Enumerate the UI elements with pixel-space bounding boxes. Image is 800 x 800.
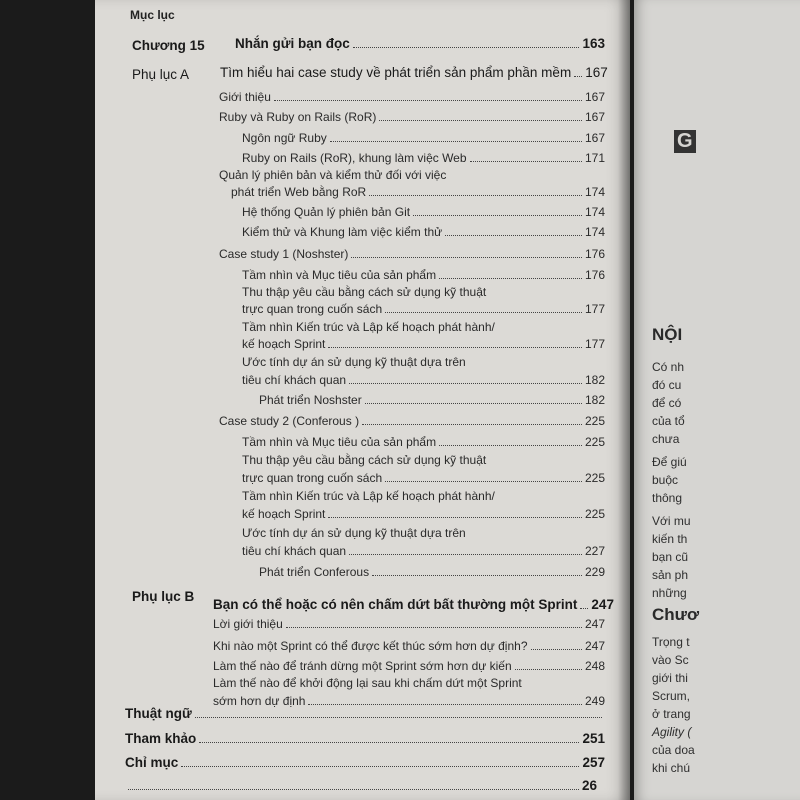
facing-line: sản ph xyxy=(652,568,689,582)
toc-entry-line1: Thu thập yêu cầu bằng cách sử dụng kỹ thuật xyxy=(242,453,487,467)
facing-line: của doa xyxy=(652,743,695,757)
toc-entry[interactable]: phát triển Web bằng RoR 174 xyxy=(231,185,605,199)
facing-line: ở trang xyxy=(652,707,691,721)
facing-line: bạn cũ xyxy=(652,550,689,564)
toc-entry[interactable]: Giới thiệu 167 xyxy=(219,90,605,104)
toc-entry-line1: Ước tính dự án sử dụng kỹ thuật dựa trên xyxy=(242,526,466,540)
facing-line: đó cu xyxy=(652,378,682,392)
facing-heading-2: NỘI xyxy=(652,325,683,344)
toc-entry[interactable]: Khi nào một Sprint có thể được kết thúc sớm hơn dự định? 247 xyxy=(213,639,605,653)
facing-line: Với mu xyxy=(652,514,691,528)
toc-entry-line1: Ước tính dự án sử dụng kỹ thuật dựa trên xyxy=(242,355,466,369)
toc-entry[interactable]: trực quan trong cuốn sách 177 xyxy=(242,302,605,316)
chapter-15-label: Chương 15 xyxy=(132,38,205,53)
toc-entry[interactable]: Case study 1 (Noshster) 176 xyxy=(219,247,605,261)
toc-entry-index[interactable]: Chỉ mục 257 xyxy=(125,755,605,770)
facing-line: buộc xyxy=(652,473,679,487)
toc-entry-line1: Tầm nhìn Kiến trúc và Lập kế hoạch phát hành/ xyxy=(242,320,495,334)
toc-entry[interactable]: Phát triển Noshster 182 xyxy=(259,393,605,407)
toc-entry[interactable]: Ruby và Ruby on Rails (RoR) 167 xyxy=(219,110,605,124)
toc-entry-line1: Làm thế nào để khởi động lại sau khi chấm dứt một Sprint xyxy=(213,676,522,690)
facing-line: Có nh xyxy=(652,360,685,374)
facing-line: khi chú xyxy=(652,761,691,775)
toc-entry-glossary[interactable]: Thuật ngữ xyxy=(125,706,605,721)
facing-heading-1: G xyxy=(674,130,696,153)
page-header: Mục lục xyxy=(130,8,175,22)
toc-entry[interactable]: Lời giới thiệu 247 xyxy=(213,617,605,631)
facing-line: Scrum, xyxy=(652,689,691,703)
toc-page xyxy=(95,0,630,800)
toc-entry-line1: Thu thập yêu cầu bằng cách sử dụng kỹ thuật xyxy=(242,285,487,299)
toc-entry[interactable]: Làm thế nào để tránh dừng một Sprint sớm hơn dự kiến 248 xyxy=(213,659,605,673)
toc-entry-chapter-15[interactable] xyxy=(235,36,605,51)
toc-entry[interactable]: tiêu chí khách quan 182 xyxy=(242,373,605,387)
toc-entry-appendix-a[interactable] xyxy=(220,65,608,80)
toc-entry-title: Nhắn gửi bạn đọc xyxy=(235,36,350,51)
toc-entry[interactable]: Ngôn ngữ Ruby 167 xyxy=(242,131,605,145)
toc-entry[interactable]: Kiểm thử và Khung làm việc kiểm thử 174 xyxy=(242,225,605,239)
toc-entry[interactable]: kế hoạch Sprint 177 xyxy=(242,337,605,351)
toc-entry[interactable]: Tầm nhìn và Mục tiêu của sản phẩm 225 xyxy=(242,435,605,449)
toc-entry-last[interactable]: 26 xyxy=(125,778,597,793)
toc-entry-references[interactable]: Tham khảo 251 xyxy=(125,731,605,746)
toc-entry[interactable]: Phát triển Conferous 229 xyxy=(259,565,605,579)
toc-entry-title: Bạn có thể hoặc có nên chấm dứt bất thường một Sprint xyxy=(213,597,578,612)
toc-entry-title: Tìm hiểu hai case study về phát triển sản phẩm phần mềm xyxy=(220,65,572,80)
toc-entry[interactable]: trực quan trong cuốn sách 225 xyxy=(242,471,605,485)
toc-entry-line1: Quản lý phiên bản và kiểm thử đối với việc xyxy=(219,168,447,182)
toc-entry-appendix-b[interactable] xyxy=(213,597,614,612)
facing-page xyxy=(634,0,800,800)
facing-line: chưa xyxy=(652,432,680,446)
appendix-b-label: Phụ lục B xyxy=(132,589,195,604)
facing-heading-3: Chươ xyxy=(652,605,700,624)
toc-entry[interactable]: Tầm nhìn và Mục tiêu của sản phẩm 176 xyxy=(242,268,605,282)
toc-entry-page: 247 xyxy=(591,597,614,612)
toc-entry[interactable]: sớm hơn dự định 249 xyxy=(213,694,605,708)
facing-line: Trọng t xyxy=(652,635,690,649)
appendix-a-label: Phụ lục A xyxy=(132,67,190,82)
toc-entry[interactable]: Case study 2 (Conferous ) 225 xyxy=(219,414,605,428)
toc-entry[interactable]: Hệ thống Quản lý phiên bản Git 174 xyxy=(242,205,605,219)
facing-line: Agility ( xyxy=(652,725,692,739)
facing-line: những xyxy=(652,586,687,600)
facing-line: thông xyxy=(652,491,683,505)
toc-entry[interactable]: tiêu chí khách quan 227 xyxy=(242,544,605,558)
facing-line: Để giú xyxy=(652,455,687,469)
toc-entry[interactable]: kế hoạch Sprint 225 xyxy=(242,507,605,521)
facing-line: để có xyxy=(652,396,682,410)
toc-entry[interactable]: Ruby on Rails (RoR), khung làm việc Web 171 xyxy=(242,151,605,165)
facing-line: vào Sc xyxy=(652,653,689,667)
facing-line: của tổ xyxy=(652,414,685,428)
facing-line: kiến th xyxy=(652,532,688,546)
toc-entry-page: 163 xyxy=(582,36,605,51)
toc-entry-page: 167 xyxy=(585,65,608,80)
toc-entry-line1: Tầm nhìn Kiến trúc và Lập kế hoạch phát hành/ xyxy=(242,489,495,503)
facing-line: giới thi xyxy=(652,671,688,685)
